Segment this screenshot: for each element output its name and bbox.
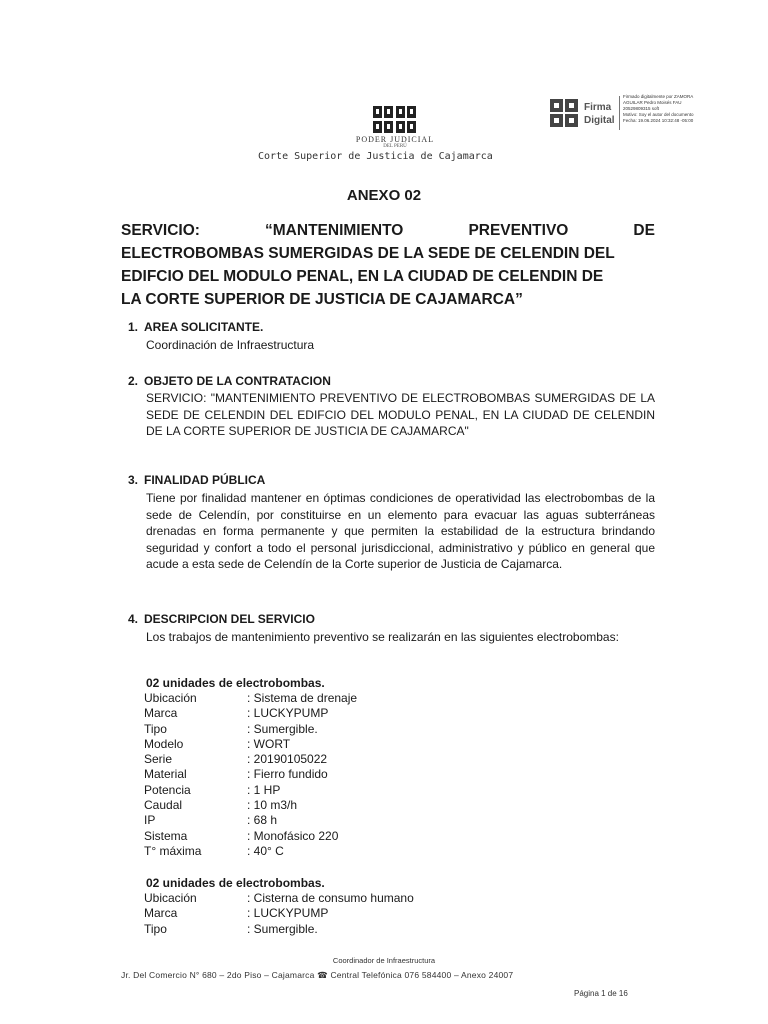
footer-role: Coordinador de Infraestructura bbox=[332, 956, 436, 965]
spec-row bbox=[144, 798, 357, 813]
poder-judicial-logo-icon bbox=[372, 105, 418, 135]
service-heading-line1 bbox=[121, 219, 655, 242]
spec-row bbox=[144, 737, 357, 752]
signature-label-line1: Firma bbox=[584, 102, 612, 113]
spec-row bbox=[144, 722, 357, 737]
signature-line: 20529809315 soft bbox=[623, 106, 660, 111]
digital-signature-label bbox=[584, 101, 615, 127]
section-number: 4. bbox=[128, 612, 139, 626]
spec-key: Potencia bbox=[144, 782, 191, 797]
spec-value: : 40° C bbox=[247, 843, 284, 858]
spec-key: Marca bbox=[144, 706, 178, 721]
group-1-heading: 02 unidades de electrobombas. bbox=[146, 676, 325, 690]
spec-key: Ubicación bbox=[144, 891, 197, 905]
spec-row bbox=[144, 706, 357, 721]
spec-value: : Monofásico 220 bbox=[247, 828, 339, 843]
service-heading-line4: LA CORTE SUPERIOR DE JUSTICIA DE CAJAMARCA” bbox=[121, 291, 523, 308]
spec-value: : Sistema de drenaje bbox=[247, 691, 358, 705]
section-2-heading bbox=[128, 374, 331, 388]
institution-name: PODER JUDICIAL bbox=[355, 135, 435, 144]
spec-value: : LUCKYPUMP bbox=[247, 706, 329, 721]
spec-row bbox=[144, 922, 414, 937]
section-1-body: Coordinación de Infraestructura bbox=[146, 338, 315, 352]
section-1-heading bbox=[128, 320, 263, 334]
spec-value: : 68 h bbox=[247, 813, 278, 828]
service-heading-line2: ELECTROBOMBAS SUMERGIDAS DE LA SEDE DE CELENDIN DEL bbox=[121, 245, 615, 262]
spec-key: Marca bbox=[144, 906, 178, 921]
spec-key: IP bbox=[144, 813, 156, 828]
section-2-body: SERVICIO: "MANTENIMIENTO PREVENTIVO DE ELECTROBOMBAS SUMERGIDAS DE LA SEDE DE CELENDIN DEL EDIFCIO DEL MODULO PENAL, EN LA CIUDAD DE CELENDIN DE LA CORTE SUPERIOR DE JUSTICIA DE CAJAMARCA" bbox=[146, 391, 655, 438]
spec-row bbox=[144, 783, 357, 798]
digital-signature-logo-icon bbox=[549, 98, 579, 128]
spec-key: Sistema bbox=[144, 828, 188, 843]
section-4-heading bbox=[128, 612, 315, 626]
group-2-heading: 02 unidades de electrobombas. bbox=[146, 876, 325, 890]
spec-key: Serie bbox=[144, 752, 173, 767]
section-title: AREA SOLICITANTE. bbox=[144, 320, 264, 334]
section-title: OBJETO DE LA CONTRATACION bbox=[144, 374, 331, 388]
spec-value: : Fierro fundido bbox=[247, 767, 328, 782]
spec-key: Tipo bbox=[144, 721, 167, 736]
section-4-body: Los trabajos de mantenimiento preventivo se realizarán en las siguientes electrobombas: bbox=[146, 630, 619, 644]
spec-row bbox=[144, 752, 357, 767]
spec-value: : 1 HP bbox=[247, 782, 281, 797]
spec-value: : 10 m3/h bbox=[247, 798, 298, 813]
spec-value: : Sumergible. bbox=[247, 721, 318, 736]
service-heading-line3: EDIFCIO DEL MODULO PENAL, EN LA CIUDAD DE CELENDIN DE bbox=[121, 268, 604, 285]
spec-row bbox=[144, 767, 357, 782]
group-2-spec-table bbox=[144, 891, 414, 937]
spec-row bbox=[144, 829, 357, 844]
document-title: ANEXO 02 bbox=[346, 187, 422, 204]
spec-key: Material bbox=[144, 767, 187, 782]
signature-line: Firmado digitalmente por ZAMORA bbox=[623, 94, 694, 99]
service-heading bbox=[121, 219, 655, 311]
spec-row bbox=[144, 813, 357, 828]
spec-key: Modelo bbox=[144, 736, 184, 751]
footer-address: Jr. Del Comercio N° 680 – 2do Piso – Cajamarca ☎ Central Telefónica 076 584400 – Anexo 24007 bbox=[121, 970, 514, 980]
spec-value: : 20190105022 bbox=[247, 752, 328, 767]
service-word: SERVICIO: bbox=[121, 222, 200, 239]
section-3-heading bbox=[128, 473, 265, 487]
spec-row bbox=[144, 691, 357, 706]
section-number: 1. bbox=[128, 320, 139, 334]
section-number: 2. bbox=[128, 374, 139, 388]
spec-row bbox=[144, 906, 414, 921]
section-title: FINALIDAD PÚBLICA bbox=[144, 473, 266, 487]
court-name: Corte Superior de Justicia de Cajamarca bbox=[258, 151, 493, 162]
signature-details bbox=[623, 94, 743, 124]
section-title: DESCRIPCION DEL SERVICIO bbox=[144, 612, 315, 626]
spec-row bbox=[144, 844, 357, 859]
service-word: PREVENTIVO bbox=[468, 222, 569, 239]
signature-line: Motivo: Soy el autor del documento bbox=[623, 112, 694, 117]
spec-value: : Cisterna de consumo humano bbox=[247, 891, 414, 905]
page-number: Página 1 de 16 bbox=[574, 989, 628, 998]
institution-subname: DEL PERÚ bbox=[383, 144, 407, 149]
group-1-spec-table bbox=[144, 691, 357, 859]
service-word: “MANTENIMIENTO bbox=[265, 222, 404, 239]
signature-label-line2: Digital bbox=[584, 115, 615, 126]
spec-key: Ubicación bbox=[144, 691, 197, 705]
service-word: DE bbox=[633, 222, 655, 239]
section-number: 3. bbox=[128, 473, 139, 487]
spec-row bbox=[144, 891, 414, 906]
signature-line: AGUILAR Pedro Moisés FAU bbox=[623, 100, 682, 105]
section-3-body: Tiene por finalidad mantener en óptimas condiciones de operatividad las electrobombas de la sede de Celendín, por constituirse en un elemento para evacuar las aguas subterráneas drenadas en forma permanente y que permiten la estabilidad de la estructura brindando seguridad y confort a todo el personal jurisdiccional, administrativo y público en general que acude a esta sede de Celendín de la Corte superior de Justicia de Cajamarca. bbox=[146, 491, 655, 571]
signature-divider bbox=[619, 96, 620, 130]
spec-key: T° máxima bbox=[144, 843, 202, 858]
spec-value: : WORT bbox=[247, 736, 291, 751]
signature-line: Fecha: 19.06.2024 10:32:48 -05:00 bbox=[623, 118, 694, 123]
spec-key: Caudal bbox=[144, 798, 183, 813]
spec-value: : Sumergible. bbox=[247, 921, 318, 936]
spec-value: : LUCKYPUMP bbox=[247, 906, 329, 921]
spec-key: Tipo bbox=[144, 921, 167, 936]
